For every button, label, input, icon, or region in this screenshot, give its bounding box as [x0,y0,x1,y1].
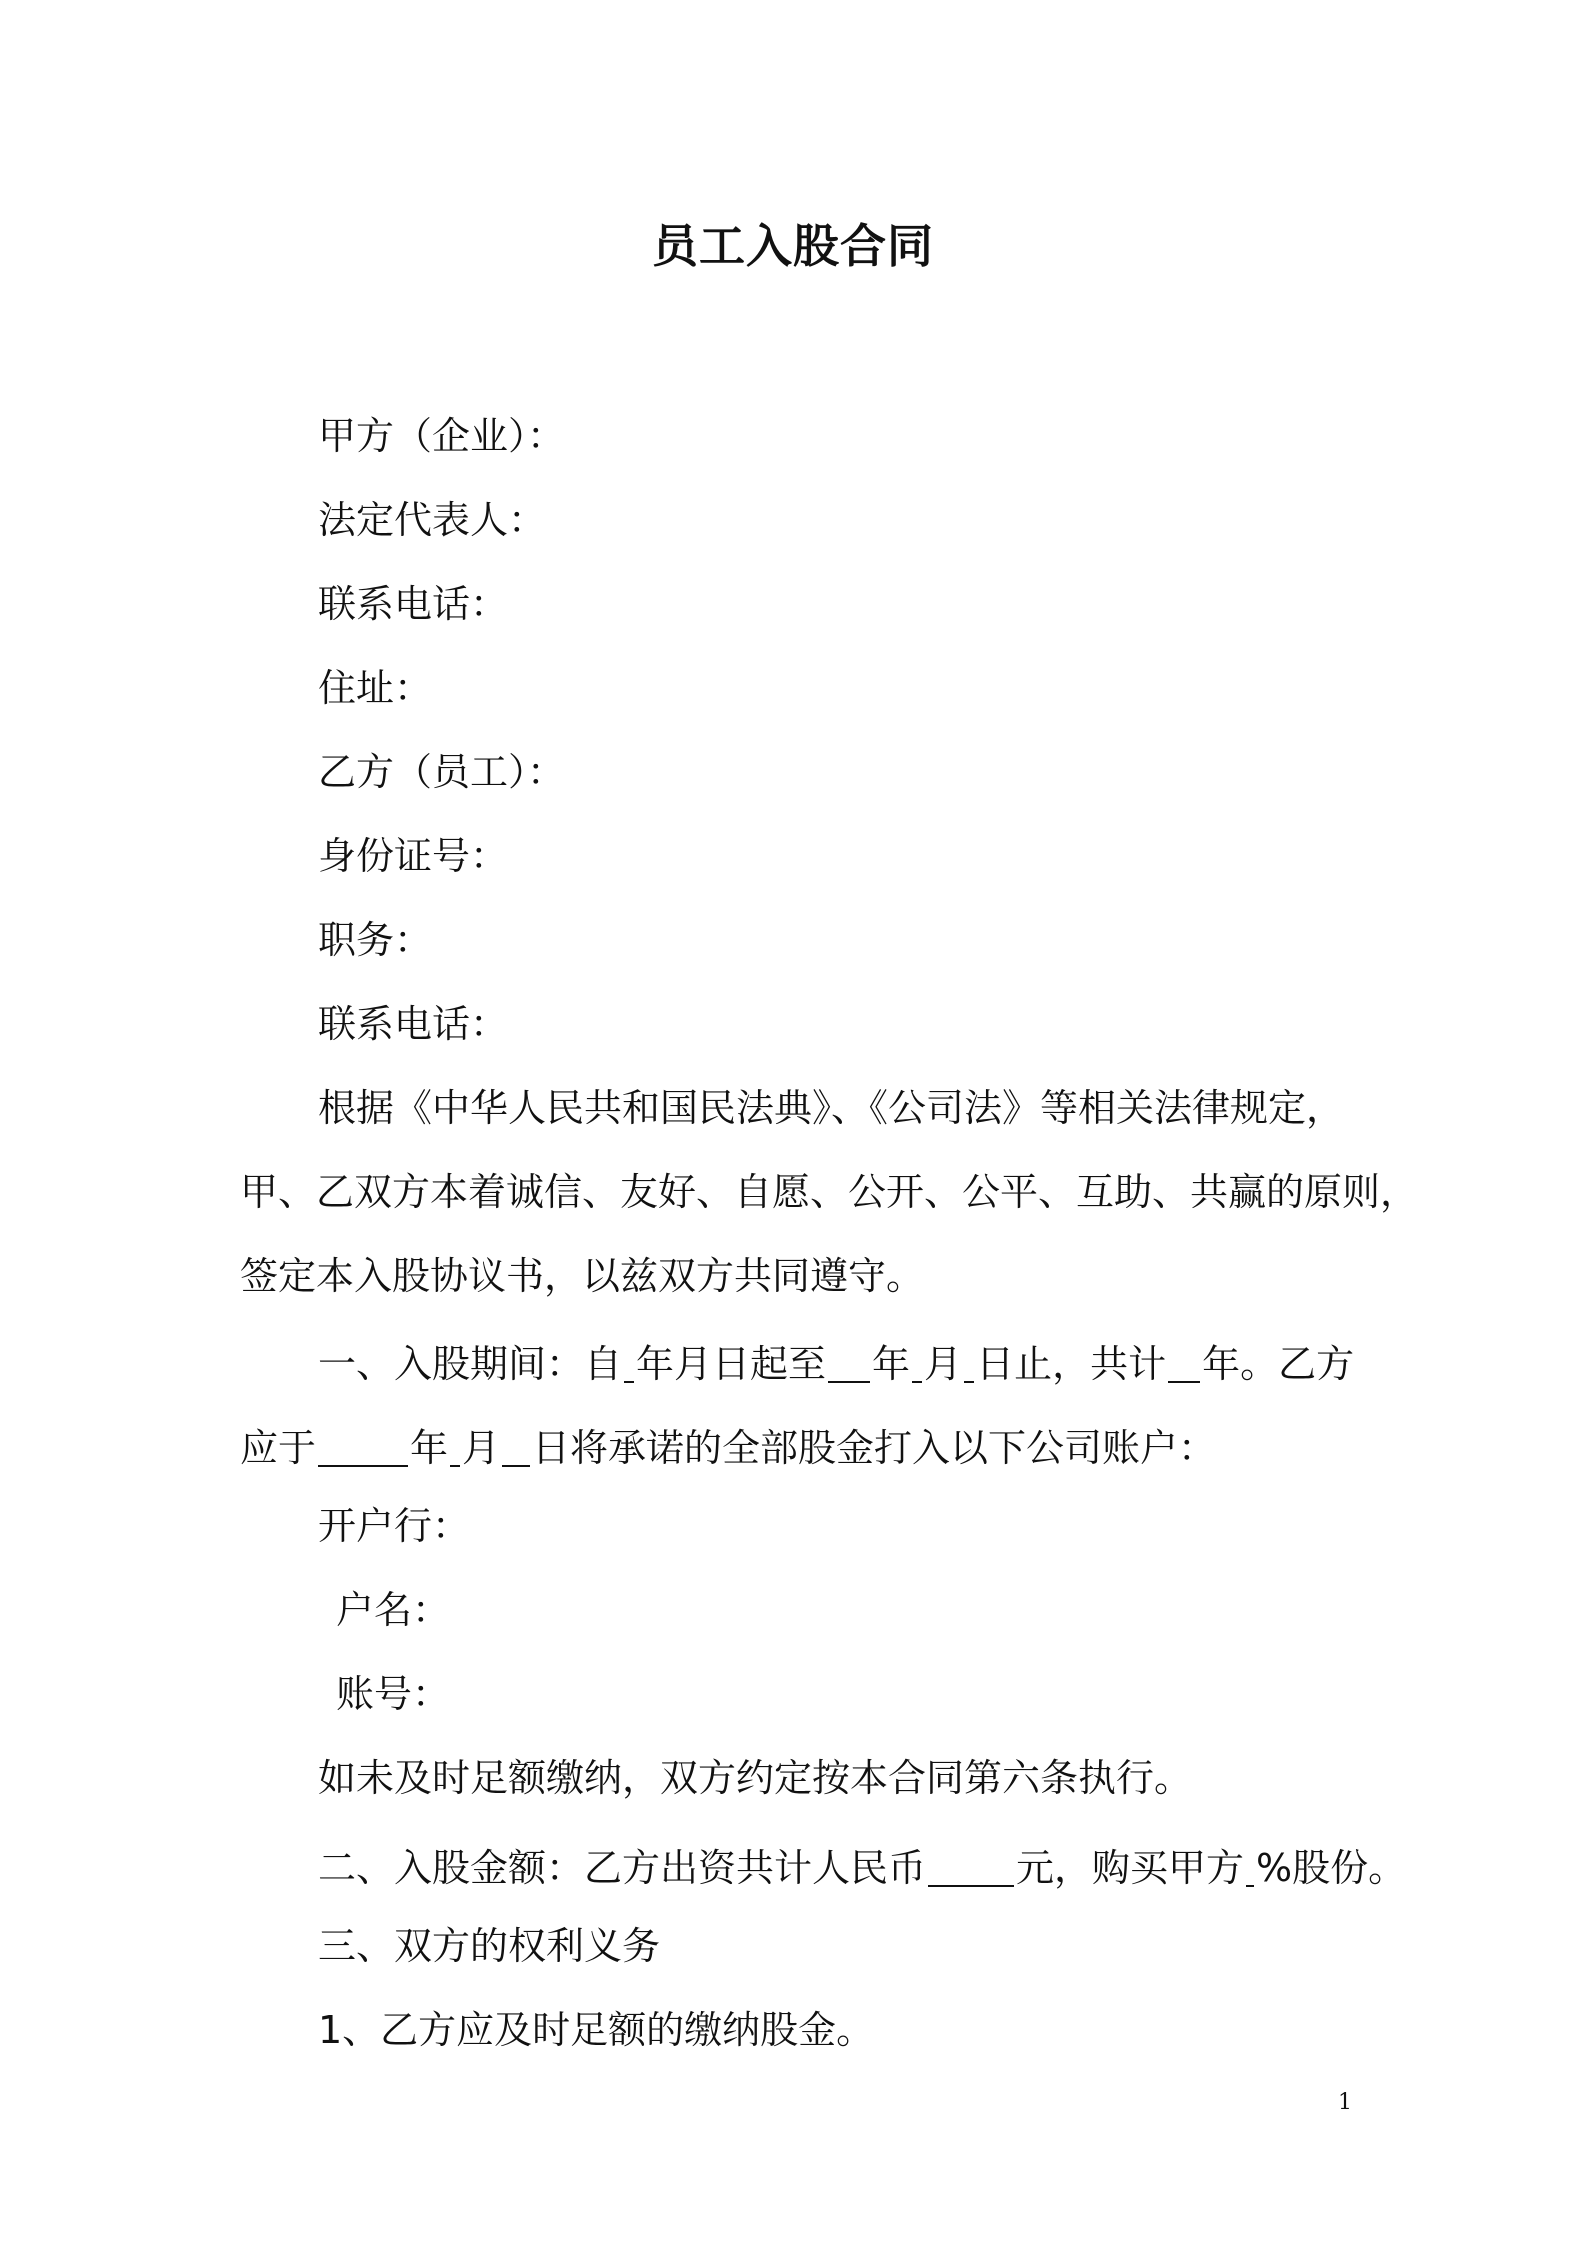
blank-field[interactable] [928,1847,1014,1887]
blank-field[interactable] [1246,1847,1254,1887]
clause-3-heading: 三、双方的权利义务 [318,1924,661,1968]
account-name: 户名： [336,1588,451,1632]
blank-field[interactable] [828,1343,870,1383]
clause-1-text: 月 [462,1426,501,1470]
preamble-line-1: 根据《中华人民共和国民法典》、《公司法》等相关法律规定， [318,1086,1345,1130]
account-bank: 开户行： [318,1504,471,1548]
clause-1-line-2 [240,1424,1216,1472]
clause-1-text: 应于 [240,1426,317,1470]
blank-field[interactable] [450,1427,460,1467]
party-a-phone: 联系电话： [318,582,509,626]
party-a-label: 甲方（企业）： [318,414,566,458]
clause-1-text: 日止，共计 [976,1342,1167,1386]
clause-3-item-1: 1、乙方应及时足额的缴纳股金。 [318,2008,875,2052]
clause-2-text: 二、入股金额：乙方出资共计人民币 [318,1846,927,1890]
blank-field[interactable] [912,1343,922,1383]
clause-1-text: 年。乙方 [1202,1342,1355,1386]
blank-field[interactable] [318,1427,408,1467]
clause-1-text: 月 [924,1342,963,1386]
account-number: 账号： [336,1672,451,1716]
blank-field[interactable] [1168,1343,1200,1383]
document-title: 员工入股合同 [652,219,934,273]
party-b-id-number: 身份证号： [318,834,509,878]
clause-1-text: 年 [410,1426,449,1470]
clause-1-line-1 [318,1340,1354,1388]
page-number: 1 [1338,2090,1352,2115]
party-b-position: 职务： [318,918,433,962]
clause-2 [318,1844,1406,1892]
blank-field[interactable] [624,1343,634,1383]
blank-field[interactable] [964,1343,974,1383]
party-b-phone: 联系电话： [318,1002,509,1046]
party-a-legal-rep: 法定代表人： [318,498,547,542]
clause-1-text: 日将承诺的全部股金打入以下公司账户： [532,1426,1217,1470]
preamble-line-2: 甲、乙双方本着诚信、友好、自愿、公开、公平、互助、共赢的原则， [240,1170,1419,1214]
clause-1-text: 年 [872,1342,911,1386]
preamble-line-3: 签定本入股协议书，以兹双方共同遵守。 [240,1254,925,1298]
clause-1-text: 一、入股期间：自 [318,1342,623,1386]
party-a-address: 住址： [318,666,433,710]
clause-2-text: 元，购买甲方 [1016,1846,1245,1890]
clause-2-text: %股份。 [1256,1846,1407,1890]
late-payment-note: 如未及时足额缴纳，双方约定按本合同第六条执行。 [318,1756,1193,1800]
blank-field[interactable] [502,1427,530,1467]
clause-1-text: 年月日起至 [636,1342,827,1386]
party-b-label: 乙方（员工）： [318,750,566,794]
